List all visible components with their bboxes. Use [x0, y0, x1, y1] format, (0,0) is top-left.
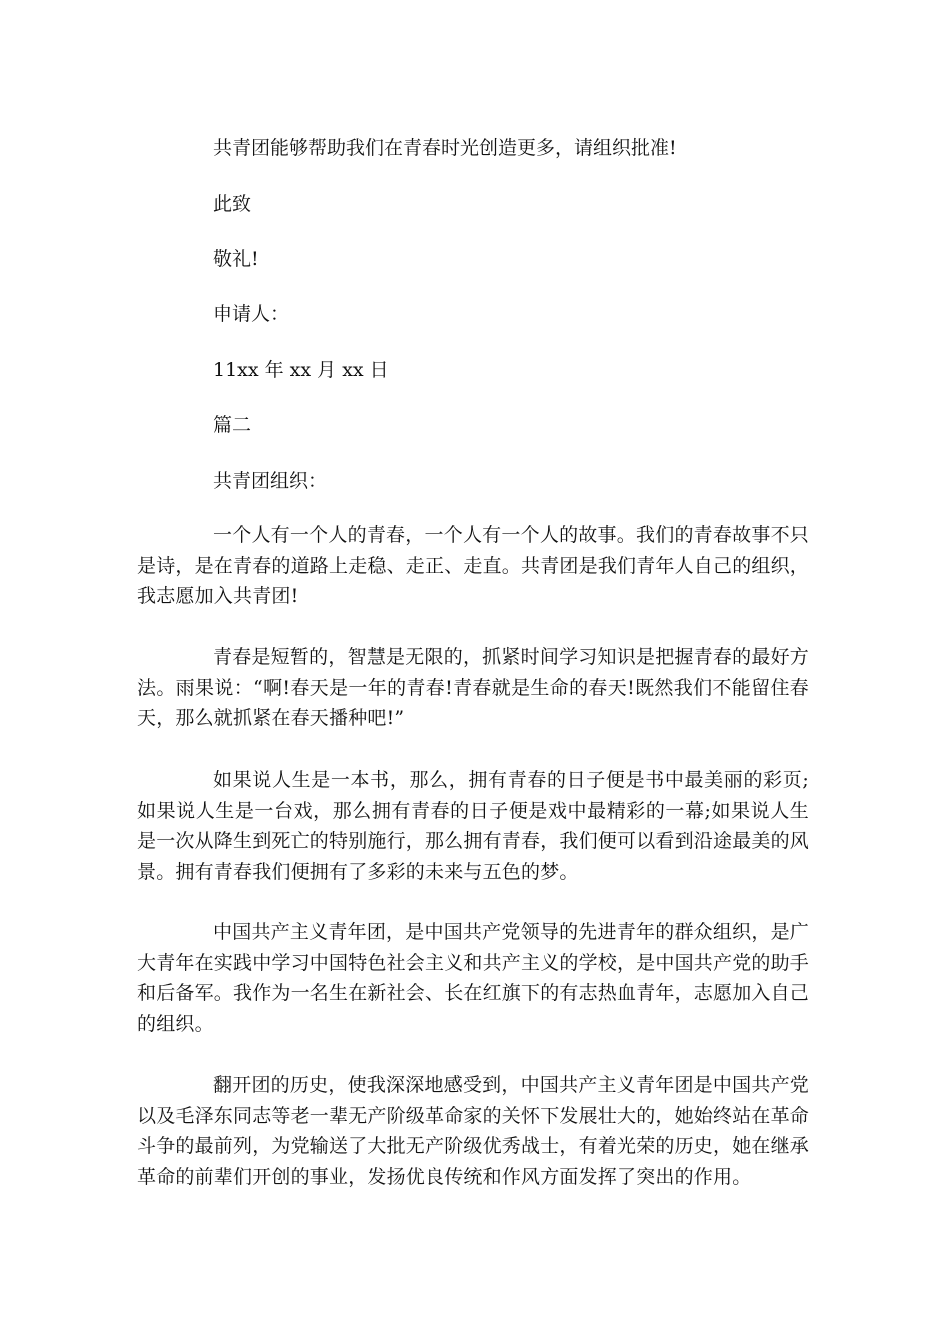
- body-paragraph-1: 一个人有一个人的青春，一个人有一个人的故事。我们的青春故事不只是诗，是在青春的道路上走稳、走正、走直。共青团是我们青年人自己的组织，我志愿加入共青团!: [137, 524, 810, 607]
- body-paragraph-5: 翻开团的历史，使我深深地感受到，中国共产主义青年团是中国共产党以及毛泽东同志等老一辈无产阶级革命家的关怀下发展壮大的，她始终站在革命斗争的最前列，为党输送了大批无产阶级优秀战士，有着光荣的历史，她在继承革命的前辈们开创的事业，发扬优良传统和作风方面发挥了突出的作用。: [137, 1074, 810, 1188]
- request-line: 共青团能够帮助我们在青春时光创造更多，请组织批准!: [213, 137, 677, 159]
- addressee: 共青团组织：: [213, 470, 328, 492]
- salutation-ci-zhi: 此致: [213, 193, 252, 215]
- date-line: 11xx 年 xx 月 xx 日: [213, 359, 389, 381]
- applicant-label: 申请人：: [213, 303, 290, 325]
- body-paragraph-2: 青春是短暂的，智慧是无限的，抓紧时间学习知识是把握青春的最好方法。雨果说：“啊!春天是一年的青春!青春就是生命的春天!既然我们不能留住春天，那么就抓紧在春天播种吧!”: [137, 646, 809, 729]
- body-paragraph-3: 如果说人生是一本书，那么，拥有青春的日子便是书中最美丽的彩页;如果说人生是一台戏，那么拥有青春的日子便是戏中最精彩的一幕;如果说人生是一次从降生到死亡的特别施行，那么拥有青春，我们便可以看到沿途最美的风景。拥有青春我们便拥有了多彩的未来与五色的梦。: [137, 769, 810, 883]
- body-paragraph-4: 中国共产主义青年团，是中国共产党领导的先进青年的群众组织，是广大青年在实践中学习中国特色社会主义和共产主义的学校，是中国共产党的助手和后备军。我作为一名生在新社会、长在红旗下的有志热血青年，志愿加入自己的组织。: [137, 921, 810, 1035]
- salutation-jing-li: 敬礼!: [213, 248, 259, 270]
- section-title: 篇二: [213, 414, 252, 436]
